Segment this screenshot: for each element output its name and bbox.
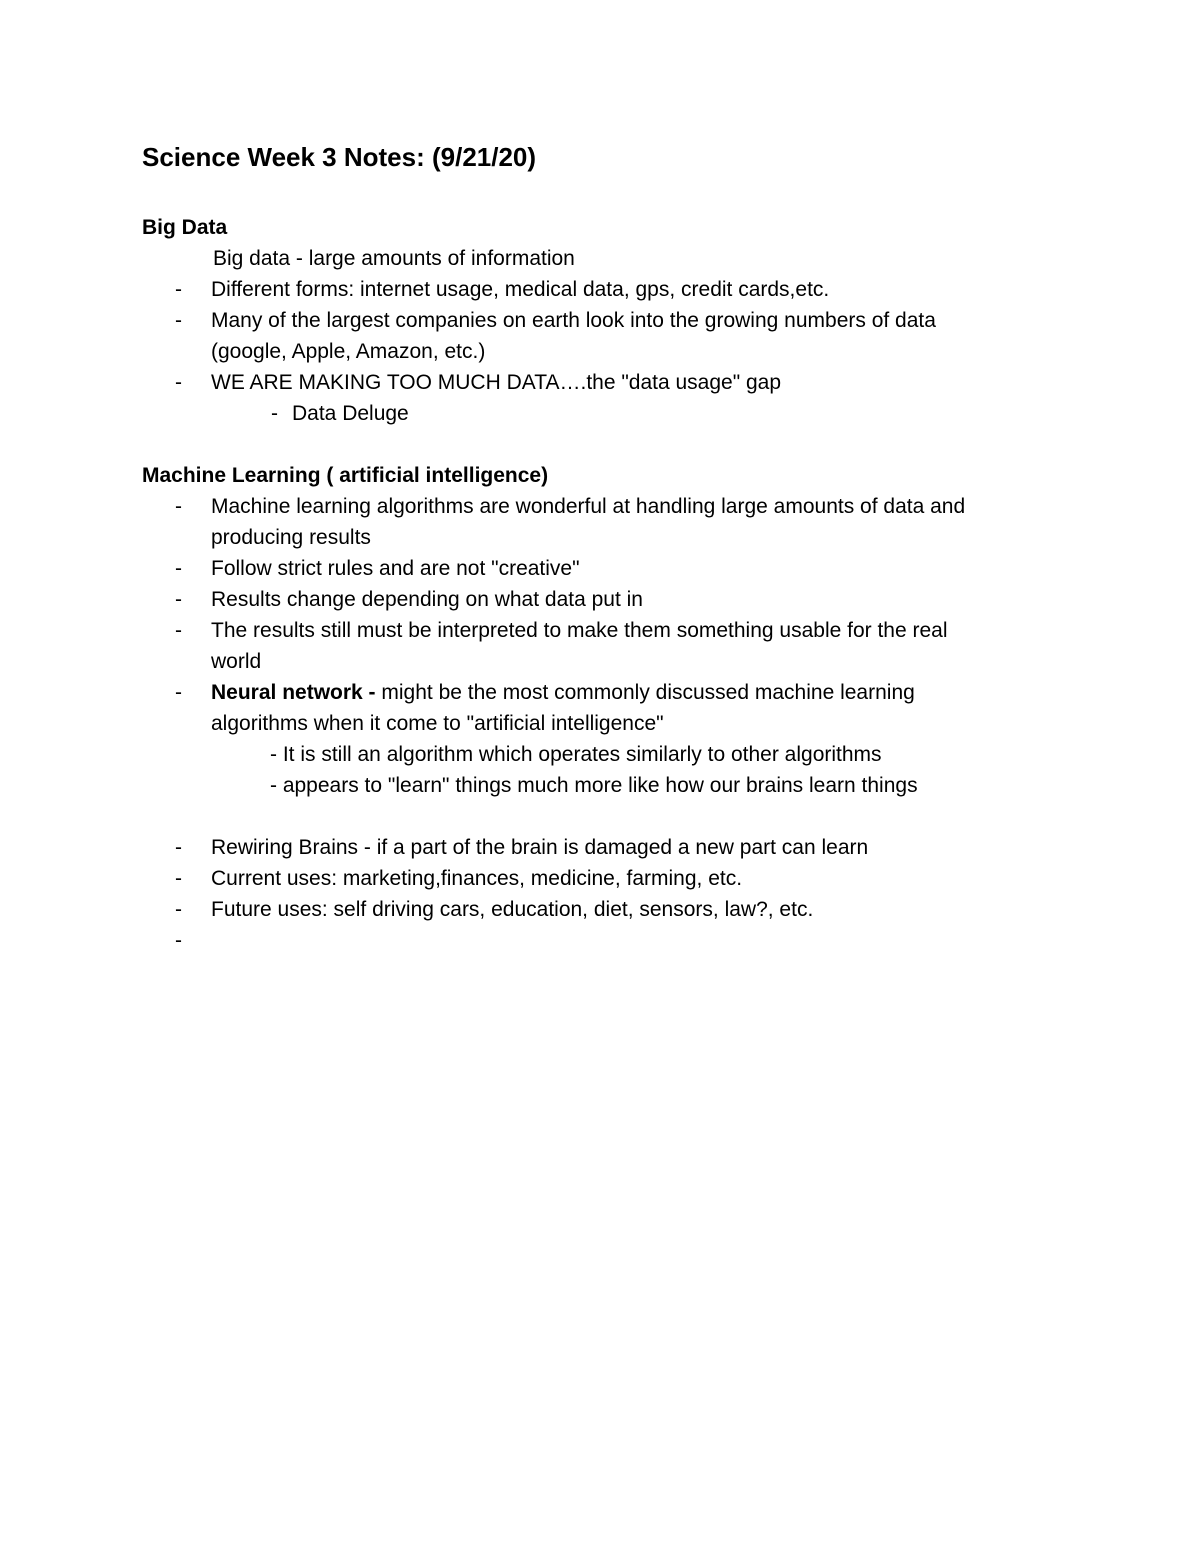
list-item: Results change depending on what data put in xyxy=(211,588,643,611)
bullet-dash: - xyxy=(175,681,182,704)
bullet-dash: - xyxy=(175,309,182,332)
list-item-continuation: algorithms when it come to "artificial intelligence" xyxy=(211,712,664,735)
list-item-neural-network xyxy=(211,680,915,706)
sub-bullet-dash: - xyxy=(271,402,278,425)
list-item-continuation: producing results xyxy=(211,526,371,549)
bullet-dash: - xyxy=(175,867,182,890)
bullet-dash: - xyxy=(175,898,182,921)
bullet-dash: - xyxy=(175,495,182,518)
section-heading-machine-learning: Machine Learning ( artificial intelligence) xyxy=(142,464,549,487)
page-title: Science Week 3 Notes: (9/21/20) xyxy=(142,142,537,172)
bullet-dash: - xyxy=(175,836,182,859)
sub-list-item: Data Deluge xyxy=(292,402,409,425)
big-data-intro: Big data - large amounts of information xyxy=(213,247,575,270)
section-heading-big-data: Big Data xyxy=(142,216,228,239)
list-item-continuation: world xyxy=(211,650,262,673)
bullet-dash: - xyxy=(175,278,182,301)
list-item: Current uses: marketing,finances, medicine, farming, etc. xyxy=(211,867,743,890)
nested-list-item: - appears to "learn" things much more like how our brains learn things xyxy=(270,774,918,797)
list-item: Follow strict rules and are not "creative" xyxy=(211,557,580,580)
list-item: The results still must be interpreted to make them something usable for the real xyxy=(211,619,948,642)
neural-network-text: might be the most commonly discussed machine learning xyxy=(375,681,915,704)
list-item: Different forms: internet usage, medical data, gps, credit cards,etc. xyxy=(211,278,830,301)
list-item-continuation: (google, Apple, Amazon, etc.) xyxy=(211,340,486,363)
nested-list-item: - It is still an algorithm which operates similarly to other algorithms xyxy=(270,743,882,766)
bullet-dash: - xyxy=(175,619,182,642)
list-item: Rewiring Brains - if a part of the brain is damaged a new part can learn xyxy=(211,836,869,859)
list-item: Future uses: self driving cars, education, diet, sensors, law?, etc. xyxy=(211,898,814,921)
bullet-dash-empty: - xyxy=(175,929,182,952)
bullet-dash: - xyxy=(175,557,182,580)
bullet-dash: - xyxy=(175,371,182,394)
bullet-dash: - xyxy=(175,588,182,611)
neural-network-term: Neural network - xyxy=(211,681,376,704)
list-item: WE ARE MAKING TOO MUCH DATA….the "data usage" gap xyxy=(211,371,782,394)
list-item: Many of the largest companies on earth look into the growing numbers of data xyxy=(211,309,936,332)
list-item: Machine learning algorithms are wonderful at handling large amounts of data and xyxy=(211,495,966,518)
